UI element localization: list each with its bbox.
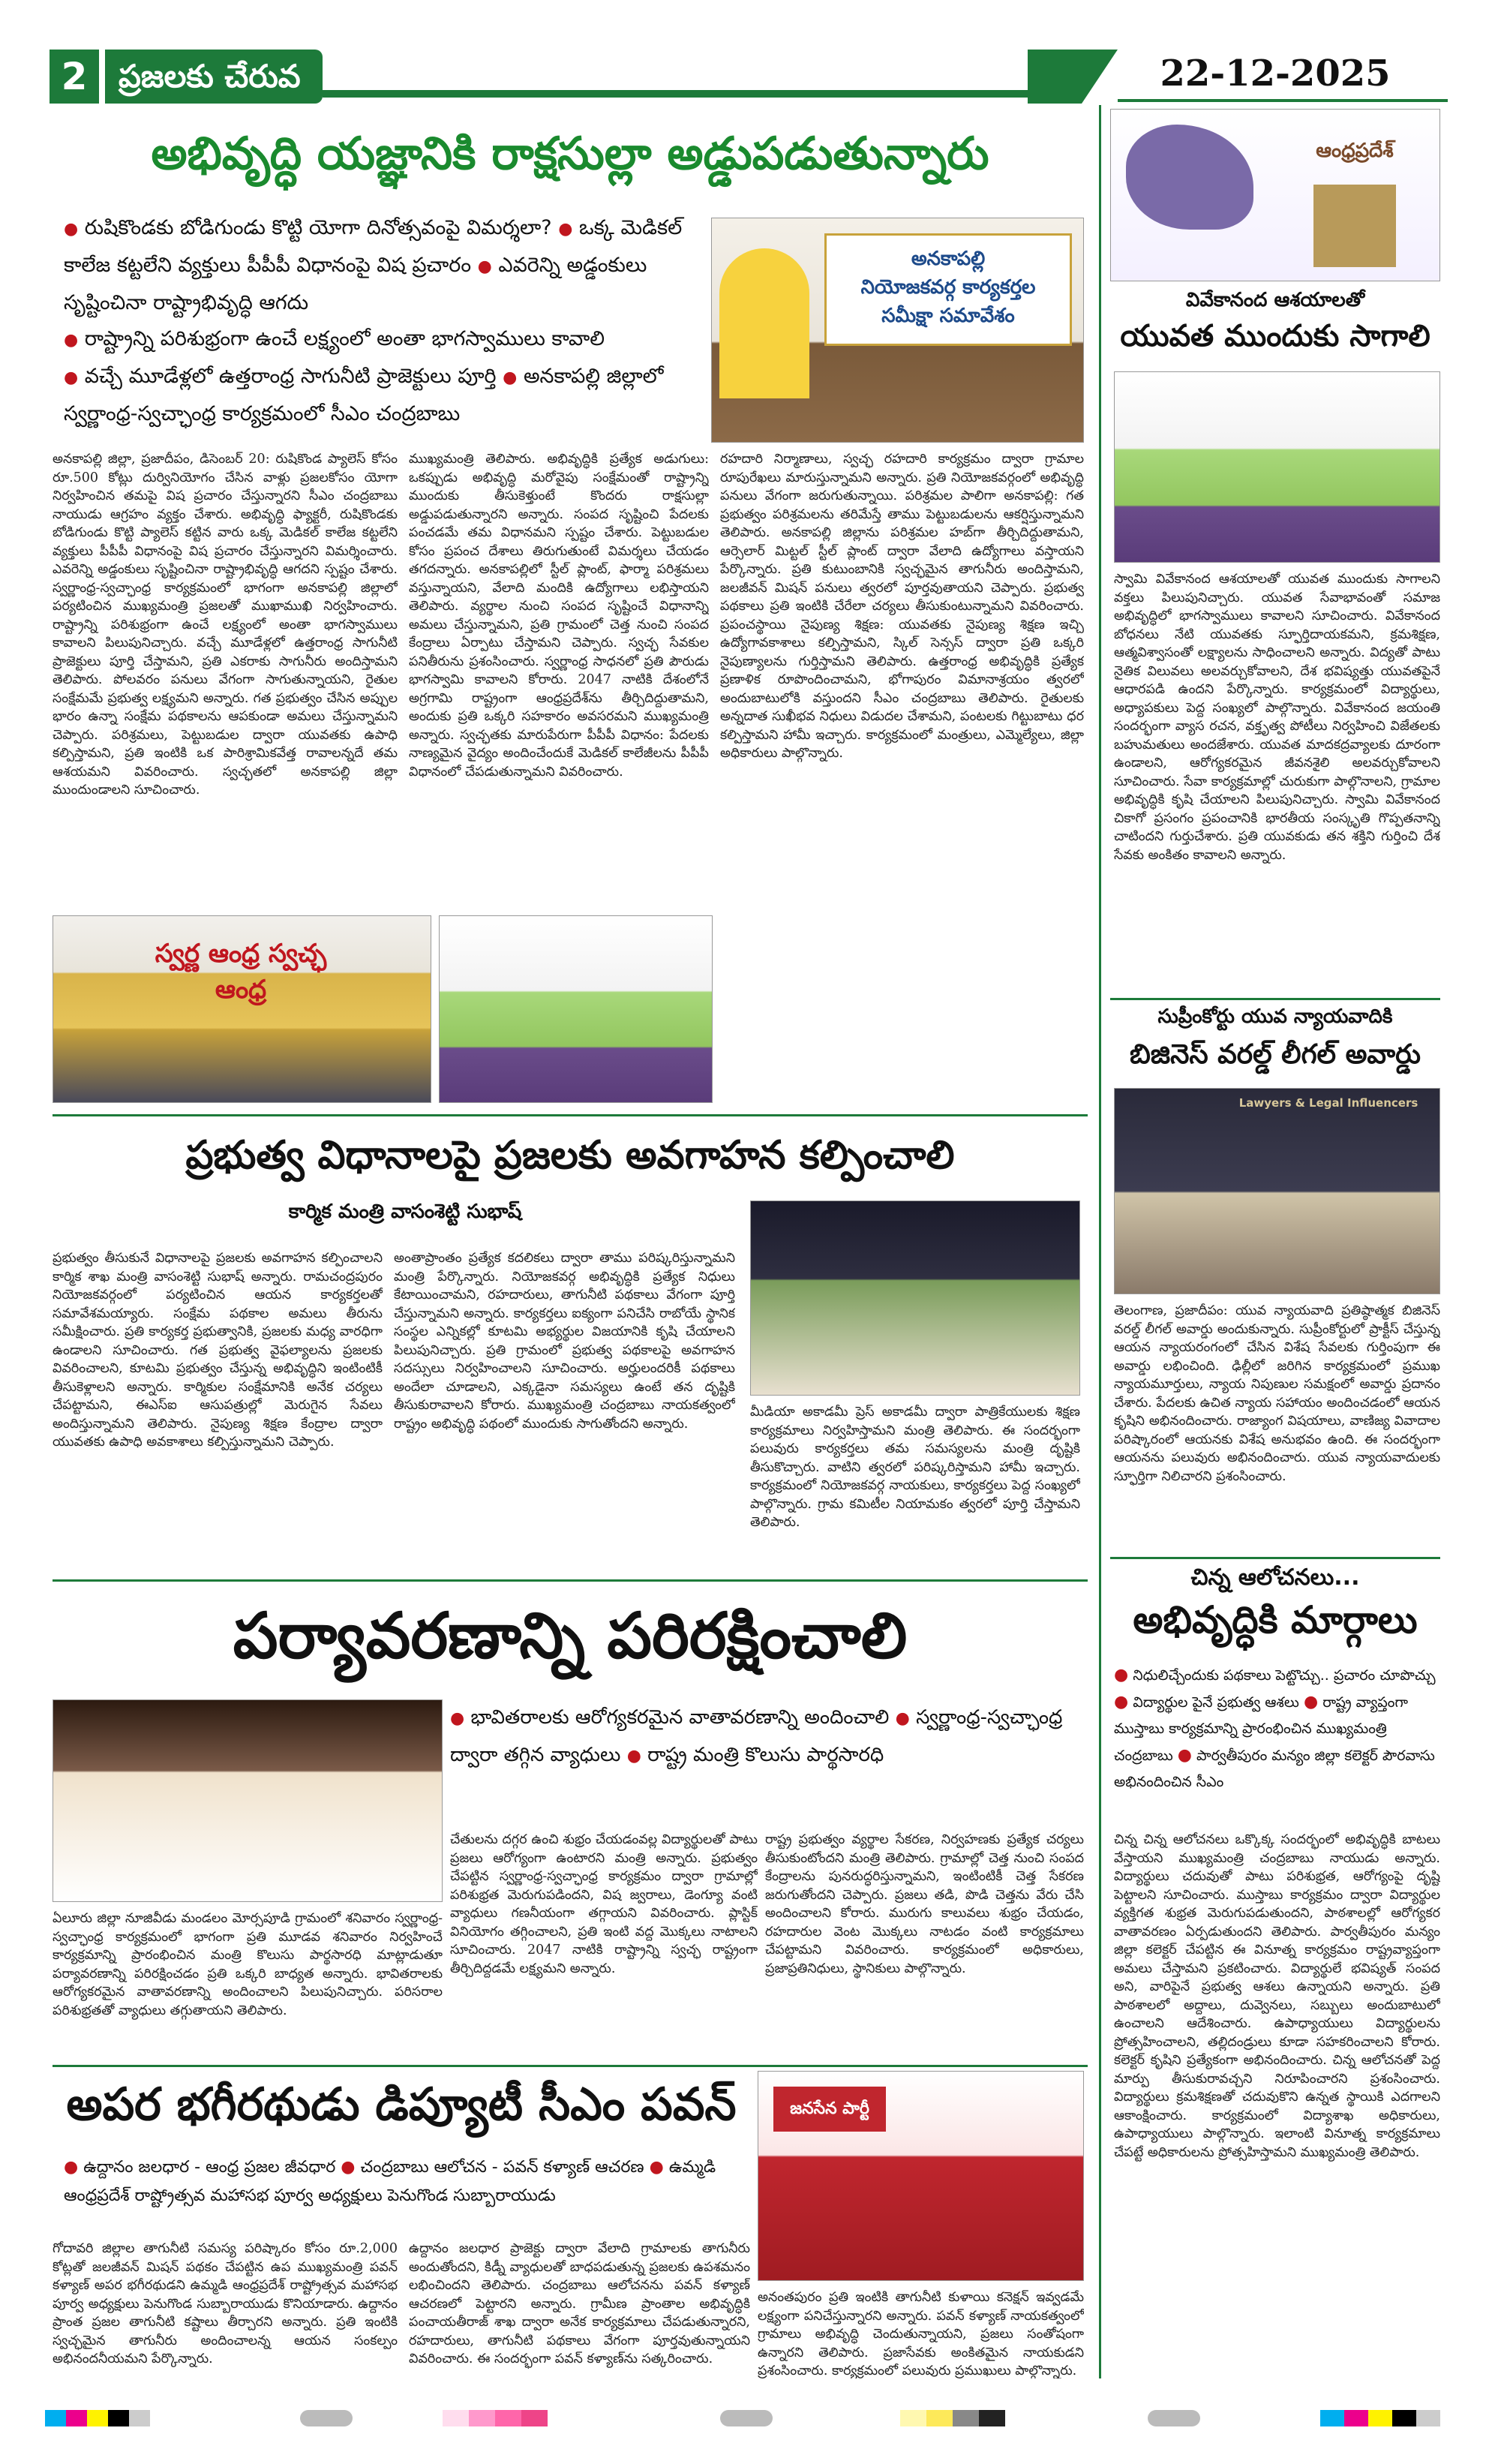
sidebar-story3-caption: చిన్న ఆలోచనలు... — [1190, 1564, 1360, 1591]
sidebar-divider — [1110, 998, 1440, 1000]
sidebar-divider — [1110, 1557, 1440, 1559]
registration-color-bar — [45, 2410, 150, 2426]
award-banner-text: Lawyers & Legal Influencers — [1238, 1096, 1418, 1110]
story-divider — [53, 1114, 1088, 1116]
bullet-icon: ● — [1303, 1693, 1319, 1711]
page-number: 2 — [50, 50, 99, 104]
date-underline — [1118, 99, 1448, 102]
bullet-icon: ● — [64, 331, 79, 350]
minister-parthasarathi-photo — [53, 1699, 443, 1902]
cm-meeting-photo — [711, 218, 1084, 443]
bullet-icon: ● — [477, 257, 492, 276]
bullet-icon: ● — [1114, 1693, 1129, 1711]
story4-bullet: ఉమ్మడి ఆంధ్రప్రదేశ్ రాష్ట్రోత్సవ మహాసభ పూర్వ అధ్యక్షులు పెనుగొండ సుబ్బారాయుడు — [64, 2158, 716, 2205]
story1-bullet: ఒక్క మెడికల్ కాలేజ కట్టలేని వ్యక్తులు పీపీపీ విధానంపై విష ప్రచారం — [64, 216, 683, 277]
story2-headline: ప్రభుత్వ విధానాలపై ప్రజలకు అవగాహన కల్పించాలి — [185, 1133, 955, 1178]
bullet-icon: ● — [64, 2158, 79, 2177]
sidebar-bullet: నిధులిచ్చేందుకు పథకాలు పెట్టొచ్చు.. ప్రచారం చూపొచ్చు — [1133, 1667, 1436, 1684]
cm-banner-line: నియోజకవర్గ కార్యకర్తల — [860, 276, 1036, 299]
sidebar-story2-headline: బిజినెస్ వరల్డ్ లీగల్ అవార్డు — [1130, 1039, 1421, 1070]
story-divider — [53, 2065, 1088, 2067]
story1-bullet: ఎవరెన్ని అడ్డంకులు సృష్టించినా రాష్ట్రాభివృద్ధి ఆగదు — [64, 254, 647, 314]
story1-bullet: రుషికొండకు బోడిగుండు కొట్టి యోగా దినోత్సవంపై విమర్శలా? — [84, 216, 552, 239]
sidebar-story1-headline: యువత ముందుకు సాగాలి — [1120, 319, 1430, 353]
story4-body-col1: గోదావరి జిల్లాల తాగునీటి సమస్య పరిష్కారం కోసం రూ.2,000 కోట్లతో జలజీవన్ మిషన్ పథకం చేపట్టిన ఉప ముఖ్యమంత్రి పవన్ కళ్యాణ్ అపర భగీరథుడని ఉమ్మడి ఆంధ్రప్రదేశ్ రాష్ట్రోత్సవ మహాసభ పూర్వ అధ్యక్షులు పెనుగొండ సుబ్బారాయుడు కొనియాడారు. ఉద్దానం ప్రాంత ప్రజల తాగునీటి కష్టాలు తీర్చారని అన్నారు. ప్రతి ఇంటికి స్వచ్ఛమైన తాగునీరు అందించాలన్న ఆయన సంకల్పం అభినందనీయమని పేర్కొన్నారు. — [53, 2241, 398, 2366]
sidebar-story3-body: చిన్న చిన్న ఆలోచనలు ఒక్కొక్క సందర్భంలో అభివృద్ధికి బాటలు వేస్తాయని ముఖ్యమంత్రి చంద్రబాబు నాయుడు అన్నారు. విద్యార్థులు చదువుతో పాటు పరిశుభ్రత, ఆరోగ్యంపై దృష్టి పెట్టాలని సూచించారు. ముస్తాబు కార్యక్రమం ద్వారా విద్యార్థుల వ్యక్తిగత శుభ్రత మెరుగుపడుతుందని, పాఠశాలల్లో ఆరోగ్యకర వాతావరణం ఏర్పడుతుందని తెలిపారు. పార్వతీపురం మన్యం జిల్లా కలెక్టర్ చేపట్టిన ఈ వినూత్న కార్యక్రమం రాష్ట్రవ్యాప్తంగా అమలు చేస్తామని ప్రకటించారు. విద్యార్థులే భవిష్యత్ సంపద అని, వారిపైనే ప్రభుత్వ ఆశలు ఉన్నాయని అన్నారు. ప్రతి పాఠశాలలో అద్దాలు, దువ్వెనలు, సబ్బులు అందుబాటులో ఉంచాలని ఆదేశించారు. ఉపాధ్యాయులు విద్యార్థులను ప్రోత్సహించాలని, తల్లిదండ్రులు కూడా సహకరించాలని కోరారు. కలెక్టర్ కృషిని ప్రత్యేకంగా అభినందించారు. చిన్న ఆలోచనతో పెద్ద మార్పు తీసుకురావచ్చని నిరూపించారని ప్రశంసించారు. విద్యార్థులు క్రమశిక్షణతో చదువుకొని ఉన్నత స్థాయికి ఎదగాలని ఆకాంక్షించారు. కార్యక్రమంలో విద్యాశాఖ అధికారులు, ఉపాధ్యాయులు పాల్గొన్నారు. ఇలాంటి వినూత్న కార్యక్రమాలు చేపట్టే అధికారులను ప్రోత్సహిస్తామని ముఖ్యమంత్రి తెలిపారు. — [1114, 1832, 1440, 2160]
story2-body-col1: ప్రభుత్వం తీసుకునే విధానాలపై ప్రజలకు అవగాహన కల్పించాలని కార్మిక శాఖ మంత్రి వాసంశెట్టి సుభాష్ అన్నారు. రామచంద్రపురం నియోజకవర్గంలో పర్యటించిన ఆయన కార్యకర్తలతో సమావేశమయ్యారు. సంక్షేమ పథకాల అమలు తీరును సమీక్షించారు. ప్రతి కార్యకర్త ప్రభుత్వానికి, ప్రజలకు మధ్య వారధిగా ఉండాలని సూచించారు. గత ప్రభుత్వ వైఫల్యాలను ప్రజలకు వివరించాలని, కూటమి ప్రభుత్వం చేస్తున్న అభివృద్ధిని ఇంటింటికీ తీసుకెళ్లాలని అన్నారు. కార్మికుల సంక్షేమానికి అనేక చర్యలు చేపట్టామని, ఈఎస్ఐ ఆసుపత్రుల్లో మెరుగైన సేవలు అందిస్తున్నామని తెలిపారు. నైపుణ్య శిక్షణ కేంద్రాల ద్వారా యువతకు ఉపాధి అవకాశాలు కల్పిస్తున్నామని చెప్పారు. — [53, 1251, 383, 1450]
issue-date: 22-12-2025 — [1160, 53, 1391, 95]
story3-body-col2: చేతులను దగ్గర ఉంచి శుభ్రం చేయడంవల్ల విద్యార్థులతో పాటు ప్రజలు ఆరోగ్యంగా ఉంటారని మంత్రి అన్నారు. ప్రభుత్వం చేపట్టిన స్వర్ణాంధ్ర-స్వచ్ఛాంధ్ర కార్యక్రమం ద్వారా గ్రామాల్లో పరిశుభ్రత మెరుగుపడిందని, విష జ్వరాలు, డెంగ్యూ వంటి వ్యాధులు గణనీయంగా తగ్గాయని వివరించారు. ప్లాస్టిక్ వినియోగం తగ్గించాలని, ప్రతి ఇంటి వద్ద మొక్కలు నాటాలని సూచించారు. 2047 నాటికి రాష్ట్రాన్ని స్వచ్ఛ రాష్ట్రంగా తీర్చిదిద్దడమే లక్ష్యమని అన్నారు. — [450, 1832, 758, 1976]
bullet-icon: ● — [649, 2158, 664, 2177]
party-poster — [719, 248, 809, 398]
story3-headline: పర్యావరణాన్ని పరిరక్షించాలి — [233, 1599, 908, 1672]
state-map-shape — [1126, 125, 1253, 230]
swarna-banner-text: స్వర్ణ ఆంధ్ర స్వచ్ఛ ఆంధ్ర — [155, 939, 327, 1005]
legal-award-photo — [1114, 1088, 1440, 1294]
story1-body-col2: ముఖ్యమంత్రి తెలిపారు. అభివృద్ధికి ప్రత్యేక అడుగులు: ఒకప్పుడు అభివృద్ధి మరోవైపు సంక్షేమంతో రాష్ట్రాన్ని ముందుకు తీసుకెళ్తుంటే కొందరు రాక్షసుల్లా అడ్డుపడుతున్నారని అన్నారు. సంపద సృష్టించి పేదలకు పంచడమే తమ విధానమని స్పష్టం చేశారు. పెట్టుబడుల కోసం ప్రపంచ దేశాలు తిరుగుతుంటే విమర్శలు చేయడం తగదన్నారు. అనకాపల్లిలో స్టీల్ ప్లాంట్, ఫార్మా పరిశ్రమలు వస్తున్నాయని, వేలాది మందికి ఉద్యోగాలు లభిస్తాయని తెలిపారు. వ్యర్థాల నుంచి సంపద సృష్టించే విధానాన్ని అమలు చేస్తున్నామని, ప్రతి గ్రామంలో చెత్త నుంచి సంపద కేంద్రాలు ఏర్పాటు చేస్తామని చెప్పారు. స్వచ్ఛ సేవకుల పనితీరును ప్రశంసించారు. స్వర్ణాంధ్ర సాధనలో ప్రతి పౌరుడు భాగస్వామి కావాలని కోరారు. 2047 నాటికి దేశంలోనే అగ్రగామి రాష్ట్రంగా ఆంధ్రప్రదేశ్‌ను తీర్చిదిద్దుతామని, అందుకు ప్రతి ఒక్కరి సహకారం అవసరమని ముఖ్యమంత్రి అన్నారు. స్వచ్ఛతకు మారుపేరుగా పీపీపీ విధానం: పేదలకు నాణ్యమైన వైద్యం అందించేందుకే మెడికల్ కాలేజీలను పీపీపీ విధానంలో చేపడుతున్నామని వివరించారు. — [409, 452, 709, 780]
bullet-icon: ● — [895, 1709, 910, 1728]
sidebar-bullet: విద్యార్థుల పైనే ప్రభుత్వ ఆశలు — [1133, 1694, 1299, 1711]
bullet-icon: ● — [64, 368, 79, 387]
sidebar-story1-caption: వివేకానంద ఆశయాలతో — [1185, 289, 1365, 311]
sidebar-story3-headline: అభివృద్ధికి మార్గాలు — [1133, 1598, 1418, 1642]
monument-graphic — [1313, 185, 1396, 267]
story4-bullets — [64, 2153, 754, 2243]
story4-body-col2: ఉద్దానం జలధార ప్రాజెక్టు ద్వారా వేలాది గ్రామాలకు తాగునీరు అందుతోందని, కిడ్నీ వ్యాధులతో బాధపడుతున్న ప్రజలకు ఉపశమనం లభించిందని తెలిపారు. చంద్రబాబు ఆలోచనను పవన్ కళ్యాణ్ ఆచరణలో పెట్టారని అన్నారు. గ్రామీణ ప్రాంతాల అభివృద్ధికి పంచాయతీరాజ్ శాఖ ద్వారా అనేక కార్యక్రమాలు చేపడుతున్నారని, రహదారులు, తాగునీటి పథకాలు వేగంగా పూర్తవుతున్నాయని వివరించారు. ఈ సందర్భంగా పవన్ కళ్యాణ్‌ను సత్కరించారు. — [409, 2241, 750, 2366]
story1-bullets — [64, 210, 701, 465]
bullet-icon: ● — [450, 1709, 465, 1728]
paper-name: ప్రజలకు చేరువ — [105, 50, 323, 104]
cm-banner-line: అనకాపల్లి — [911, 248, 986, 270]
cm-photo-banner — [824, 233, 1072, 346]
sidebar-story1-body: స్వామి వివేకానంద ఆశయాలతో యువత ముందుకు సాగాలని వక్తలు పిలుపునిచ్చారు. యువత సేవాభావంతో సమాజ అభివృద్ధిలో భాగస్వాములు కావాలని సూచించారు. వివేకానంద బోధనలు నేటి యువతకు స్ఫూర్తిదాయకమని, క్రమశిక్షణ, ఆత్మవిశ్వాసంతో లక్ష్యాలను సాధించాలని అన్నారు. విద్యతో పాటు నైతిక విలువలు అలవర్చుకోవాలని, దేశ భవిష్యత్తు యువతపైనే ఆధారపడి ఉందని పేర్కొన్నారు. కార్యక్రమంలో విద్యార్థులు, అధ్యాపకులు పెద్ద సంఖ్యలో పాల్గొన్నారు. వివేకానంద జయంతి సందర్భంగా వ్యాస రచన, వక్తృత్వ పోటీలు నిర్వహించి విజేతలకు బహుమతులు అందజేశారు. యువత మాదకద్రవ్యాలకు దూరంగా ఉండాలని, ఆరోగ్యకరమైన జీవనశైలి అలవర్చుకోవాలని సూచించారు. సేవా కార్యక్రమాల్లో చురుకుగా పాల్గొనాలని, గ్రామాల అభివృద్ధికి కృషి చేయాలని పిలుపునిచ్చారు. స్వామి వివేకానంద చికాగో ప్రసంగం ప్రపంచానికి భారతీయ సంస్కృతి గొప్పతనాన్ని చాటిందని గుర్తుచేశారు. ప్రతి యువకుడు తన శక్తిని గుర్తించి దేశ సేవకు అంకితం కావాలని అన్నారు. — [1114, 572, 1440, 863]
story1-bullet: రాష్ట్రాన్ని పరిశుభ్రంగా ఉంచే లక్ష్యంలో అంతా భాగస్వాములు కావాలి — [84, 327, 605, 350]
registration-color-bar — [900, 2410, 1005, 2426]
sidebar-story2-body: తెలంగాణ, ప్రజాదీపం: యువ న్యాయవాది ప్రతిష్ఠాత్మక బిజినెస్ వరల్డ్ లీగల్ అవార్డు అందుకున్నారు. సుప్రీంకోర్టులో ప్రాక్టీస్ చేస్తున్న ఆయన న్యాయరంగంలో చేసిన విశేష సేవలకు గుర్తింపుగా ఈ అవార్డు లభించింది. ఢిల్లీలో జరిగిన కార్యక్రమంలో ప్రముఖ న్యాయమూర్తులు, న్యాయ నిపుణుల సమక్షంలో అవార్డు ప్రదానం చేశారు. పేదలకు ఉచిత న్యాయ సహాయం అందించడంలో ఆయన కృషిని అభినందించారు. రాజ్యాంగ విషయాలు, వాణిజ్య వివాదాల పరిష్కారంలో ఆయనకు విశేష అనుభవం ఉంది. ఈ సందర్భంగా ఆయనను పలువురు అభినందించారు. యువ న్యాయవాదులకు స్ఫూర్తిగా నిలిచారని ప్రశంసించారు. — [1114, 1303, 1440, 1484]
story3-body-col1: ఏలూరు జిల్లా నూజివీడు మండలం మోర్సపూడి గ్రామంలో శనివారం స్వర్ణాంధ్ర-స్వచ్ఛాంధ్ర కార్యక్రమంలో భాగంగా ప్రతి మూడవ శనివారం నిర్వహించే కార్యక్రమాన్ని ప్రారంభించిన మంత్రి కొలుసు పార్థసారధి మాట్లాడుతూ పర్యావరణాన్ని పరిరక్షించడం ప్రతి ఒక్కరి బాధ్యత అన్నారు. భావితరాలకు ఆరోగ్యకరమైన వాతావరణాన్ని అందించాలని పిలుపునిచ్చారు. పరిసరాల పరిశుభ్రతతో వ్యాధులు తగ్గుతాయని తెలిపారు. — [53, 1911, 443, 2018]
story3-body-col3: రాష్ట్ర ప్రభుత్వం వ్యర్థాల సేకరణ, నిర్వహణకు ప్రత్యేక చర్యలు తీసుకుంటోందని మంత్రి తెలిపారు. గ్రామాల్లో చెత్త నుంచి సంపద కేంద్రాలను పునరుద్ధరిస్తున్నామని, ఇంటింటికీ చెత్త సేకరణ జరుగుతోందని చెప్పారు. ప్రజలు తడి, పొడి చెత్తను వేరు చేసి అందించాలని కోరారు. మురుగు కాలువలు శుభ్రం చేయడం, రహదారుల వెంట మొక్కలు నాటడం వంటి కార్యక్రమాలు చేపట్టామని వివరించారు. కార్యక్రమంలో అధికారులు, ప్రజాప్రతినిధులు, స్థానికులు పాల్గొన్నారు. — [765, 1832, 1084, 1976]
story1-bullet: అనకాపల్లి జిల్లాలో స్వర్ణాంధ్ర-స్వచ్ఛాంధ్ర కార్యక్రమంలో సీఎం చంద్రబాబు — [64, 365, 664, 425]
janasena-banner: జనసేన పార్టీ — [773, 2087, 886, 2132]
story4-bullet: ఉద్దానం జలధార - ఆంధ్ర ప్రజల జీవధార — [83, 2158, 336, 2177]
andhra-map-graphic — [1110, 109, 1440, 281]
sidebar-story3-bullets — [1114, 1662, 1440, 1823]
registration-color-bar — [443, 2410, 548, 2426]
story1-body-col1: అనకాపల్లి జిల్లా, ప్రజాదీపం, డిసెంబర్ 20: రుషికొండ ప్యాలెస్ కోసం రూ.500 కోట్లు దుర్వినియోగం చేసిన వాళ్లు ప్రజలకోసం యోగా నిర్వహించిన తమపై విష ప్రచారం చేస్తున్నారని సీఎం చంద్రబాబు నాయుడు ఆగ్రహం వ్యక్తం చేశారు. అభివృద్ధి ఫ్యాక్టరీ, రుషికొండకు బోడిగుండు కొట్టి ప్యాలెస్ కట్టిన వారు ఒక్క మెడికల్ కాలేజ కట్టలేని వ్యక్తులు పీపీపీ విధానంపై విష ప్రచారం చేస్తున్నారని విమర్శించారు. ఎవరెన్ని అడ్డంకులు సృష్టించినా రాష్ట్రాభివృద్ధి ఆగదని స్పష్టం చేశారు. స్వర్ణాంధ్ర-స్వచ్ఛాంధ్ర కార్యక్రమంలో భాగంగా అనకాపల్లి జిల్లాలో పర్యటించిన ముఖ్యమంత్రి ప్రజలతో ముఖాముఖి నిర్వహించారు. రాష్ట్రాన్ని పరిశుభ్రంగా ఉంచే లక్ష్యంలో అంతా భాగస్వాములు కావాలని పిలుపునిచ్చారు. వచ్చే మూడేళ్లలో ఉత్తరాంధ్ర సాగునీటి ప్రాజెక్టులు పూర్తి చేస్తామని, ప్రతి ఎకరాకు సాగునీరు అందిస్తామని తెలిపారు. పోలవరం పనులు వేగంగా సాగుతున్నాయని, రైతుల సంక్షేమమే ప్రభుత్వ లక్ష్యమని అన్నారు. గత ప్రభుత్వం చేసిన అప్పుల భారం ఉన్నా సంక్షేమ పథకాలను ఆపకుండా అమలు చేస్తున్నామని చెప్పారు. పరిశ్రమలు, పెట్టుబడుల ద్వారా యువతకు ఉపాధి కల్పిస్తామని, ప్రతి ఇంటికి ఒక పారిశ్రామికవేత్త రావాలన్నదే తమ ఆశయమని వివరించారు. స్వచ్ఛతలో అనకాపల్లి జిల్లా ముందుండాలని సూచించారు. — [53, 452, 398, 798]
registration-mark — [720, 2410, 773, 2426]
registration-mark — [1148, 2410, 1200, 2426]
story1-body-col3: రహదారి నిర్మాణాలు, స్వచ్ఛ రహదారి కార్యక్రమం ద్వారా గ్రామాల రూపురేఖలు మారుస్తున్నామని అన్నారు. ప్రతి నియోజకవర్గంలో అభివృద్ధి పనులు వేగంగా జరుగుతున్నాయి. పరిశ్రమల పాలిగా అనకాపల్లి: గత ప్రభుత్వం పరిశ్రమలను తరిమేస్తే తాము పెట్టుబడులను ఆకర్షిస్తున్నామని తెలిపారు. అనకాపల్లి జిల్లాను పరిశ్రమల హబ్‌గా తీర్చిదిద్దుతామని, ఆర్సెలార్ మిట్టల్ స్టీల్ ప్లాంట్ ద్వారా వేలాది ఉద్యోగాలు వస్తాయని పేర్కొన్నారు. ప్రతి కుటుంబానికి స్వచ్ఛమైన తాగునీరు అందిస్తామని, జలజీవన్ మిషన్ పనులు త్వరలో పూర్తవుతాయని చెప్పారు. ప్రభుత్వ పథకాలు ప్రతి ఇంటికి చేరేలా చర్యలు తీసుకుంటున్నామని వివరించారు. ప్రపంచస్థాయి నైపుణ్య శిక్షణ: యువతకు నైపుణ్య శిక్షణ ఇచ్చి ఉద్యోగావకాశాలు కల్పిస్తామని, స్కిల్ సెన్సస్ ద్వారా ప్రతి ఒక్కరి నైపుణ్యాలను గుర్తిస్తామని తెలిపారు. ఉత్తరాంధ్ర అభివృద్ధికి ప్రత్యేక ప్రణాళిక రూపొందించామని, భోగాపురం విమానాశ్రయం త్వరలో అందుబాటులోకి వస్తుందని సీఎం చంద్రబాబు తెలిపారు. రైతులకు అన్నదాత సుఖీభవ నిధులు విడుదల చేశామని, పంటలకు గిట్టుబాటు ధర కల్పిస్తామని హామీ ఇచ్చారు. కార్యక్రమంలో మంత్రులు, ఎమ్మెల్యేలు, జిల్లా అధికారులు పాల్గొన్నారు. — [720, 452, 1084, 761]
story3-bullet: స్వర్ణాంధ్ర-స్వచ్ఛాంధ్ర ద్వారా తగ్గిన వ్యాధులు — [450, 1706, 1063, 1766]
registration-color-bar — [1320, 2410, 1440, 2426]
story2-body-col2: అంతాప్రాంతం ప్రత్యేక కదలికలు ద్వారా తాము పరిష్కరిస్తున్నామని మంత్రి పేర్కొన్నారు. నియోజకవర్గ అభివృద్ధికి ప్రత్యేక నిధులు కేటాయించామని, రహదారులు, తాగునీటి పథకాలు వేగంగా పూర్తి చేస్తున్నామని అన్నారు. కార్యకర్తలు ఐక్యంగా పనిచేసి రాబోయే స్థానిక సంస్థల ఎన్నికల్లో కూటమి అభ్యర్థుల విజయానికి కృషి చేయాలని పిలుపునిచ్చారు. ప్రతి గ్రామంలో ప్రభుత్వ పథకాలపై అవగాహన సదస్సులు నిర్వహించాలని సూచించారు. అర్హులందరికీ పథకాలు అందేలా చూడాలని, ఎక్కడైనా సమస్యలు ఉంటే తన దృష్టికి తీసుకురావాలని కోరారు. ముఖ్యమంత్రి చంద్రబాబు నాయకత్వంలో రాష్ట్రం అభివృద్ధి పథంలో ముందుకు సాగుతోందని అన్నారు. — [394, 1251, 735, 1432]
header-wedge — [1028, 50, 1118, 104]
bullet-icon: ● — [558, 220, 573, 239]
bullet-icon: ● — [1114, 1666, 1129, 1684]
bullet-icon: ● — [341, 2158, 356, 2177]
story4-bullet: చంద్రబాబు ఆలోచన - పవన్ కళ్యాణ్ ఆచరణ — [360, 2158, 644, 2177]
swarna-andhra-photo — [53, 915, 431, 1103]
story2-body-col3: మీడియా అకాడమీ ప్రెస్ అకాడమీ ద్వారా పాత్రికేయులకు శిక్షణ కార్యక్రమాలు నిర్వహిస్తామని మంత్రి తెలిపారు. ఈ సందర్భంగా పలువురు కార్యకర్తలు తమ సమస్యలను మంత్రి దృష్టికి తీసుకొచ్చారు. వాటిని త్వరలో పరిష్కరిస్తామని హామీ ఇచ్చారు. కార్యక్రమంలో నియోజకవర్గ నాయకులు, కార్యకర్తలు పెద్ద సంఖ్యలో పాల్గొన్నారు. గ్రామ కమిటీల నియామకం త్వరలో పూర్తి చేస్తామని తెలిపారు. — [750, 1405, 1080, 1530]
story1-bullet: వచ్చే మూడేళ్లలో ఉత్తరాంధ్ర సాగునీటి ప్రాజెక్టులు పూర్తి — [84, 365, 497, 388]
registration-mark — [300, 2410, 353, 2426]
main-sidebar-divider — [1099, 105, 1101, 2378]
sidebar-story2-caption: సుప్రీంకోర్టు యువ న్యాయవాదికి — [1157, 1005, 1393, 1028]
bullet-icon: ● — [503, 368, 518, 387]
story3-bullet: భావితరాలకు ఆరోగ్యకరమైన వాతావరణాన్ని అందించాలి — [470, 1706, 890, 1729]
header-rule — [323, 90, 1073, 98]
story3-bullet: రాష్ట్ర మంత్రి కొలుసు పార్థసారధి — [647, 1744, 884, 1766]
bullet-icon: ● — [64, 220, 79, 239]
pawan-felicitation-photo — [758, 2071, 1084, 2281]
story4-headline: అపర భగీరథుడు డిప్యూటీ సీఎం పవన్ — [66, 2078, 737, 2131]
story2-subhead: కార్మిక మంత్రి వాసంశెట్టి సుభాష్ — [288, 1200, 522, 1223]
map-label: ఆంధ్రప్రదేశ్ — [1316, 140, 1394, 162]
sidebar-bullet: పార్వతీపురం మన్యం జిల్లా కలెక్టర్ పౌరవాసు అభినందించిన సీఎం — [1114, 1747, 1435, 1790]
story3-bullets — [450, 1699, 1084, 1819]
audience-photo — [439, 915, 713, 1103]
cm-banner-line: సమీక్షా సమావేశం — [881, 305, 1015, 327]
minister-subhash-photo — [750, 1200, 1080, 1396]
bullet-icon: ● — [1177, 1746, 1192, 1765]
story4-body-col3: అనంతపురం ప్రతి ఇంటికి తాగునీటి కుళాయి కనెక్షన్ ఇవ్వడమే లక్ష్యంగా పనిచేస్తున్నారని అన్నారు. పవన్ కళ్యాణ్ నాయకత్వంలో గ్రామాలు అభివృద్ధి చెందుతున్నాయని, ప్రజలు సంతోషంగా ఉన్నారని తెలిపారు. ప్రజాసేవకు అంకితమైన నాయకుడని ప్రశంసించారు. కార్యక్రమంలో పలువురు ప్రముఖులు పాల్గొన్నారు. — [758, 2290, 1084, 2378]
story1-headline: అభివృద్ధి యజ్ఞానికి రాక్షసుల్లా అడ్డుపడుతున్నారు — [151, 128, 989, 180]
bullet-icon: ● — [626, 1747, 641, 1765]
sidebar-bullet: రాష్ట్ర వ్యాప్తంగా ముస్తాబు కార్యక్రమాన్ని ప్రారంభించిన ముఖ్యమంత్రి చంద్రబాబు — [1114, 1694, 1408, 1764]
story-divider — [53, 1579, 1088, 1582]
vivekananda-event-photo — [1114, 371, 1440, 563]
